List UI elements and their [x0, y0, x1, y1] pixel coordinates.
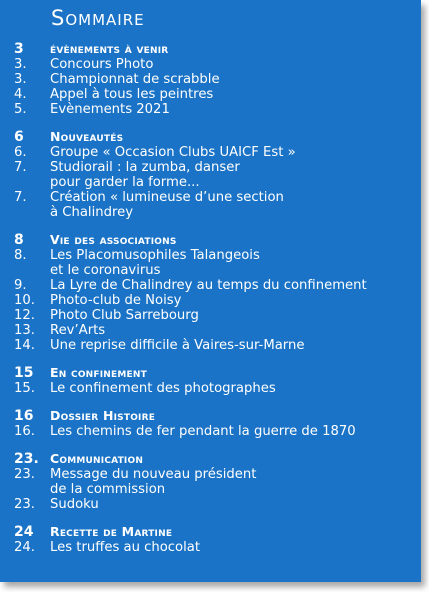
toc-entry[interactable] — [14, 424, 415, 439]
toc-section — [14, 408, 415, 439]
toc-entry[interactable] — [14, 278, 415, 293]
section-heading[interactable] — [14, 451, 415, 467]
section-heading[interactable] — [14, 365, 415, 381]
toc-entry[interactable] — [14, 497, 415, 512]
entry-page-number: 4. — [14, 87, 27, 102]
entry-title: Les Placomusophiles Talangeois et le coronavirus — [50, 248, 260, 278]
entry-title: Concours Photo — [50, 57, 154, 72]
section-page-number: 16 — [14, 408, 34, 424]
section-heading[interactable] — [14, 408, 415, 424]
table-of-contents — [14, 41, 415, 567]
section-heading[interactable] — [14, 232, 415, 248]
section-page-number: 23. — [14, 451, 39, 467]
entry-title: Message du nouveau président de la commission — [50, 467, 257, 497]
section-heading[interactable] — [14, 41, 415, 57]
toc-entry[interactable] — [14, 248, 415, 278]
entry-page-number: 7. — [14, 160, 27, 175]
toc-entry[interactable] — [14, 190, 415, 220]
entry-page-number: 7. — [14, 190, 27, 205]
toc-entry[interactable] — [14, 145, 415, 160]
section-page-number: 6 — [14, 129, 24, 145]
section-page-number: 15 — [14, 365, 34, 381]
toc-entry[interactable] — [14, 87, 415, 102]
entry-page-number: 8. — [14, 248, 27, 263]
section-title: Vie des associations — [50, 232, 177, 247]
entry-page-number: 12. — [14, 308, 35, 323]
page-title: Sommaire — [51, 6, 145, 30]
entry-page-number: 13. — [14, 323, 35, 338]
entry-page-number: 23. — [14, 497, 35, 512]
entry-title: Studiorail : la zumba, danser pour garder la forme... — [50, 160, 240, 190]
entry-title: Une reprise difficile à Vaires-sur-Marne — [50, 338, 305, 353]
entry-title: Création « lumineuse d’une section à Chalindrey — [50, 190, 284, 220]
toc-section — [14, 365, 415, 396]
entry-title: Photo-club de Noisy — [50, 293, 182, 308]
entry-page-number: 3. — [14, 57, 27, 72]
entry-page-number: 15. — [14, 381, 35, 396]
section-heading[interactable] — [14, 129, 415, 145]
section-title: En confinement — [50, 365, 147, 380]
toc-entry[interactable] — [14, 102, 415, 117]
entry-title: Les truffes au chocolat — [50, 540, 201, 555]
toc-entry[interactable] — [14, 308, 415, 323]
section-page-number: 8 — [14, 232, 24, 248]
toc-entry[interactable] — [14, 72, 415, 87]
entry-page-number: 14. — [14, 338, 35, 353]
entry-page-number: 6. — [14, 145, 27, 160]
toc-entry[interactable] — [14, 293, 415, 308]
section-page-number: 3 — [14, 41, 24, 57]
entry-page-number: 16. — [14, 424, 35, 439]
toc-section — [14, 129, 415, 220]
section-heading[interactable] — [14, 524, 415, 540]
entry-title: Photo Club Sarrebourg — [50, 308, 199, 323]
toc-entry[interactable] — [14, 338, 415, 353]
entry-page-number: 23. — [14, 467, 35, 482]
entry-title: Rev’Arts — [50, 323, 106, 338]
entry-page-number: 5. — [14, 102, 27, 117]
entry-title: Evènements 2021 — [50, 102, 170, 117]
entry-page-number: 9. — [14, 278, 27, 293]
toc-section — [14, 232, 415, 353]
entry-title: Appel à tous les peintres — [50, 87, 214, 102]
section-page-number: 24 — [14, 524, 34, 540]
entry-title: Championnat de scrabble — [50, 72, 220, 87]
toc-entry[interactable] — [14, 467, 415, 497]
toc-section — [14, 524, 415, 555]
entry-title: Groupe « Occasion Clubs UAICF Est » — [50, 145, 296, 160]
entry-title: La Lyre de Chalindrey au temps du confinement — [50, 278, 367, 293]
entry-title: Sudoku — [50, 497, 99, 512]
entry-page-number: 10. — [14, 293, 35, 308]
section-title: Communication — [50, 451, 144, 466]
section-title: Recette de Martine — [50, 524, 173, 539]
entry-page-number: 24. — [14, 540, 35, 555]
toc-section — [14, 451, 415, 512]
toc-entry[interactable] — [14, 540, 415, 555]
toc-entry[interactable] — [14, 381, 415, 396]
toc-entry[interactable] — [14, 57, 415, 72]
entry-title: Les chemins de fer pendant la guerre de 1870 — [50, 424, 356, 439]
toc-section — [14, 41, 415, 117]
section-title: Dossier Histoire — [50, 408, 156, 423]
toc-entry[interactable] — [14, 323, 415, 338]
section-title: Nouveautés — [50, 129, 124, 144]
section-title: évènements à venir — [50, 41, 169, 56]
entry-title: Le confinement des photographes — [50, 381, 276, 396]
toc-entry[interactable] — [14, 160, 415, 190]
entry-page-number: 3. — [14, 72, 27, 87]
